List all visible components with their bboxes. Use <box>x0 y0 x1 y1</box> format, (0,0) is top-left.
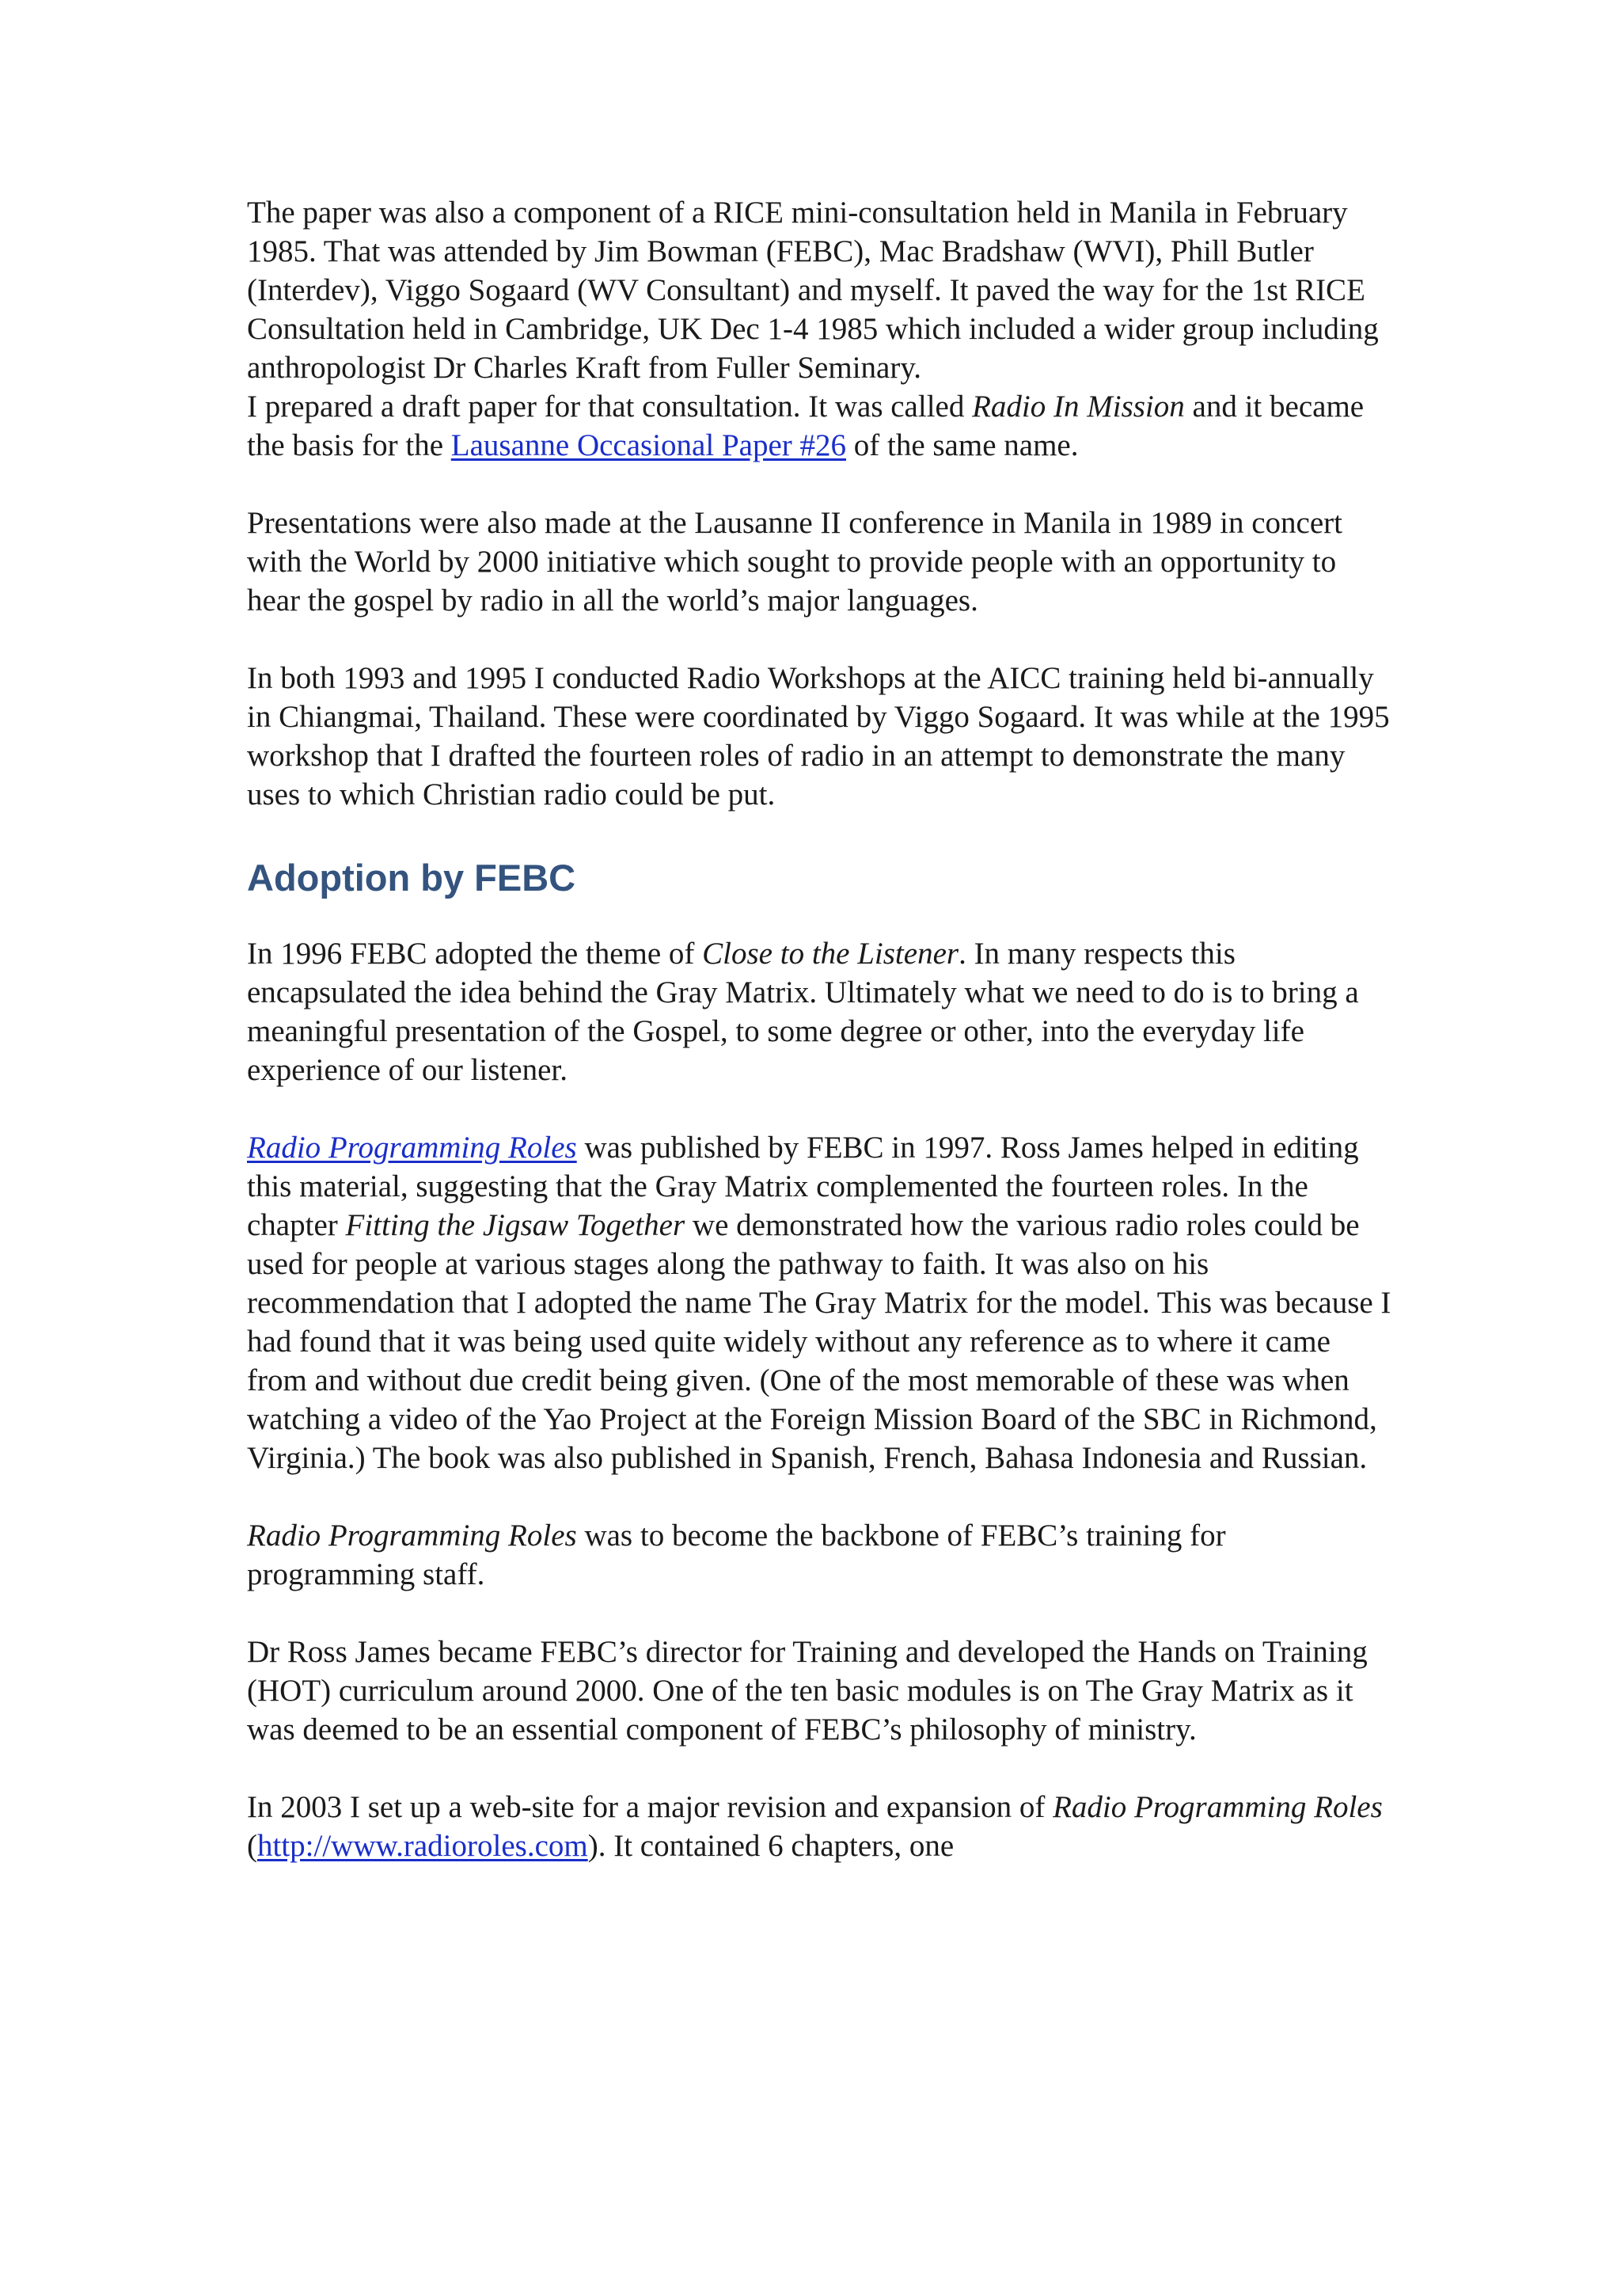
paragraph-radio-programming-roles <box>247 1128 1393 1477</box>
lausanne-paper-link[interactable]: Lausanne Occasional Paper #26 <box>450 428 846 462</box>
title-close-to-the-listener: Close to the Listener <box>702 937 959 971</box>
paragraph-lausanne-ii <box>247 504 1393 620</box>
paragraph-text: we demonstrated how the various radio roles could be used for people at various stages along the pathway to faith. It was also on his recommendation that I adopted the name The Gray Matrix for the model. This was because I had found that it was being used quite widely without any reference as to where it came from and without due credit being given. (One of the most memorable of these was when watching a video of the Yao Project at the Foreign Mission Board of the SBC in Richmond, Virginia.) The book was also published in Spanish, French, Bahasa Indonesia and Russian. <box>247 1208 1391 1475</box>
paragraph-text: was published by FEBC in 1997. Ross James helped in editing this material, suggesting that the Gray Matrix complemented the fourteen roles. In the chapter <box>247 1131 1359 1242</box>
paragraph-text: The paper was also a component of a RICE mini-consultation held in Manila in February 1985. That was attended by Jim Bowman (FEBC), Mac Bradshaw (WVI), Phill Butler (Interdev), Viggo Sogaard (WV Consultant) and myself. It paved the way for the 1st RICE Consultation held in Cambridge, UK Dec 1-4 1985 which included a wider group including anthropologist Dr Charles Kraft from Fuller Seminary. <box>247 196 1379 385</box>
paragraph-draft-paper <box>247 387 1393 465</box>
paragraph-text: In 2003 I set up a web-site for a major revision and expansion of <box>247 1790 1053 1824</box>
document-page <box>247 193 1393 1865</box>
paragraph-text: was to become the backbone of FEBC’s training for programming staff. <box>247 1519 1226 1591</box>
paragraph-text: Dr Ross James became FEBC’s director for Training and developed the Hands on Training (HOT) curriculum around 2000. One of the ten basic modules is on The Gray Matrix as it was deemed to be an essential component of FEBC’s philosophy of ministry. <box>247 1635 1368 1747</box>
paragraph-text: and it became the basis for the <box>247 390 1365 462</box>
title-radio-programming-roles: Radio Programming Roles <box>1053 1790 1383 1824</box>
paragraph-text: In both 1993 and 1995 I conducted Radio Workshops at the AICC training held bi-annually in Chiangmai, Thailand. These were coordinated by Viggo Sogaard. It was while at the 1995 workshop that I drafted the fourteen roles of radio in an attempt to demonstrate the many uses to which Christian radio could be put. <box>247 661 1390 812</box>
paragraph-website <box>247 1788 1393 1865</box>
title-radio-in-mission: Radio In Mission <box>972 390 1185 424</box>
paragraph-close-to-listener <box>247 934 1393 1089</box>
section-heading: Adoption by FEBC <box>247 857 576 899</box>
paragraph-text: I prepared a draft paper for that consultation. It was called <box>247 390 973 424</box>
link-text: Radio Programming Roles <box>247 1131 577 1165</box>
paragraph-text: of the same name. <box>846 428 1079 462</box>
paragraph-text: . In many respects this encapsulated the idea behind the Gray Matrix. Ultimately what we need to do is to bring a meaningful presentation of the Gospel, to some degree or other, into the everyday life experience of our listener. <box>247 937 1359 1087</box>
paragraph-text: ( <box>247 1829 257 1863</box>
paragraph-rice-mini-consultation <box>247 193 1393 387</box>
paragraph-backbone-training <box>247 1516 1393 1594</box>
paragraph-text: In 1996 FEBC adopted the theme of <box>247 937 703 971</box>
title-fitting-the-jigsaw: Fitting the Jigsaw Together <box>345 1208 685 1242</box>
paragraph-radio-workshops <box>247 659 1393 814</box>
title-radio-programming-roles: Radio Programming Roles <box>247 1519 577 1553</box>
paragraph-text: ). It contained 6 chapters, one <box>587 1829 955 1863</box>
radioroles-website-link[interactable]: http://www.radioroles.com <box>257 1829 588 1863</box>
paragraph-text: Presentations were also made at the Lausanne II conference in Manila in 1989 in concert with the World by 2000 initiative which sought to provide people with an opportunity to hear the gospel by radio in all the world’s major languages. <box>247 506 1342 618</box>
paragraph-hot-curriculum <box>247 1633 1393 1749</box>
radio-programming-roles-link[interactable] <box>247 1131 577 1165</box>
